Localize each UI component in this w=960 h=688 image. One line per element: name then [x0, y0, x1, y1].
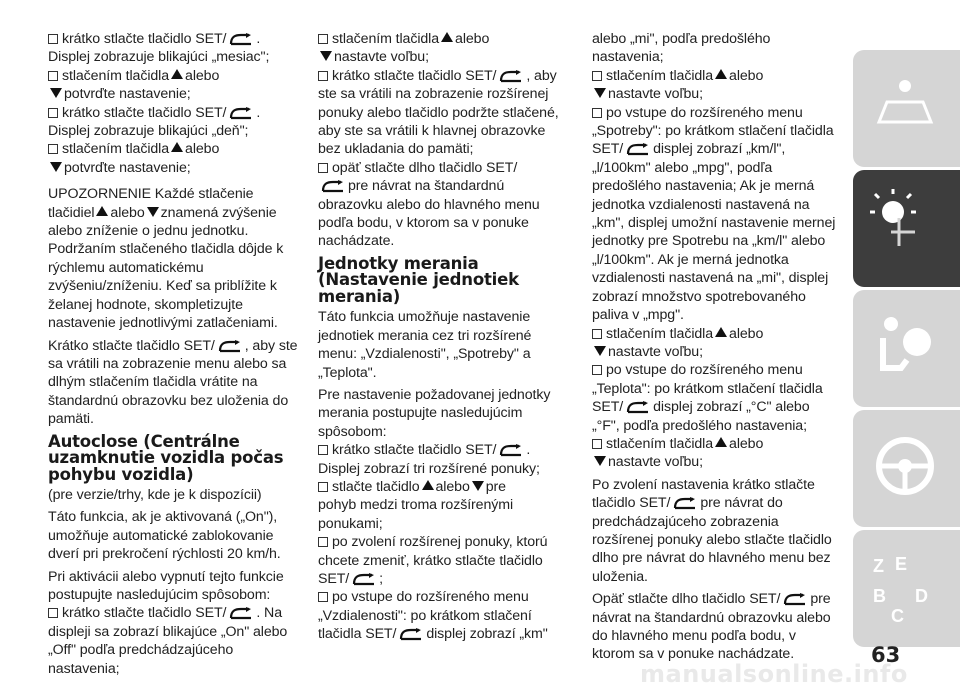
return-arrow-icon	[626, 401, 650, 414]
dashboard-warning-light-icon	[865, 182, 945, 272]
bullet-icon	[318, 537, 328, 547]
text: opäť stlačte dlho tlačidlo SET/	[332, 159, 518, 176]
text: tlačidla SET/	[318, 626, 397, 643]
bullet-icon	[592, 365, 602, 375]
up-arrow-icon	[441, 32, 453, 42]
text: nastavte voľbu;	[608, 343, 703, 360]
bullet-icon	[318, 592, 328, 602]
text: krátko stlačte tlačidlo SET/	[332, 442, 497, 459]
warning-text: UPOZORNENIE Každé stlačenie	[48, 186, 254, 203]
text: Opäť stlačte dlho tlačidlo SET/	[592, 591, 781, 608]
text: krátko stlačte tlačidlo SET/	[62, 31, 227, 47]
return-arrow-icon	[783, 593, 807, 606]
bullet-icon	[48, 144, 58, 154]
index-letters-icon	[865, 542, 945, 632]
paragraph: Táto funkcia umožňuje nastavenie jednotiek merania cez tri rozšírené menu: „Vzdialenosti", „Spotreby" a „Teplota".	[318, 309, 532, 381]
up-arrow-icon	[715, 437, 727, 447]
page-number: 63	[871, 643, 901, 667]
column-2	[318, 30, 560, 644]
text: SET/	[592, 141, 624, 158]
return-arrow-icon	[499, 444, 523, 457]
text: stlačením tlačidla	[606, 435, 714, 452]
text: stlačením tlačidla	[332, 31, 440, 47]
text: ;	[379, 571, 383, 588]
down-arrow-icon	[147, 207, 159, 217]
bullet-icon	[592, 71, 602, 81]
steering-wheel-icon	[865, 422, 945, 512]
text: stlačte tlačidlo	[332, 479, 420, 496]
text: „l/100km" alebo „mpg", podľa predošlého nastavenia; Ak je merná jednotka vzdialenosti nastavená na „km", displej umožní nastavenie mernej jednotky pre Spotrebu na „km/l" alebo „l/100km". Ak je merná jednotka vzdialenosti nastavená na „mi", displej zobrazí množstvo spotrebovaného paliva v „mpg".	[592, 159, 836, 324]
svg-text:E: E	[895, 554, 908, 574]
bullet-icon	[592, 329, 602, 339]
text: pre návrat do	[700, 495, 783, 512]
paragraph: Pre nastavenie požadovanej jednotky merania postupujte nasledujúcim spôsobom:	[318, 387, 551, 440]
return-arrow-icon	[499, 70, 523, 83]
up-arrow-icon	[715, 69, 727, 79]
tab-car-info[interactable]	[853, 50, 960, 167]
up-arrow-icon	[422, 480, 434, 490]
text: alebo „mi", podľa predošlého nastavenia;	[592, 31, 771, 66]
down-arrow-icon	[50, 88, 62, 98]
up-arrow-icon	[96, 206, 108, 216]
text: displej zobrazí „°C" alebo	[653, 399, 810, 416]
text: krátko stlačte tlačidlo SET/	[332, 67, 497, 84]
text: alebo	[729, 435, 764, 452]
down-arrow-icon	[594, 346, 606, 356]
bullet-icon	[318, 445, 328, 455]
up-arrow-icon	[171, 69, 183, 79]
bullet-icon	[318, 34, 328, 44]
text: .	[256, 104, 261, 121]
section-heading: Jednotky merania (Nastavenie jednotiek merania)	[318, 253, 519, 306]
column-3	[592, 30, 840, 664]
text: stlačením tlačidla	[62, 141, 170, 158]
text: po vstupe do rozšíreného menu	[606, 362, 803, 379]
text: návrat na štandardnú obrazovku alebo do hlavného menu podľa bodu, v ktorom sa v ponuke nachádzate.	[592, 609, 831, 663]
text: tlačidlo SET/	[592, 495, 671, 512]
down-arrow-icon	[50, 162, 62, 172]
bullet-icon	[318, 71, 328, 81]
bullet-icon	[48, 108, 58, 118]
up-arrow-icon	[715, 327, 727, 337]
text: pre	[485, 479, 506, 496]
svg-text:D: D	[915, 586, 928, 606]
text: pre návrat na štandardnú	[348, 178, 505, 195]
svg-text:C: C	[891, 606, 904, 626]
bullet-icon	[318, 482, 328, 492]
text: alebo	[455, 31, 490, 47]
text: , aby ste sa vrátili na zobrazenie menu alebo sa dlhým stlačením tlačidla vrátite na štandardnú obrazovku bez uloženia do pamäti.	[48, 337, 298, 428]
bullet-icon	[592, 108, 602, 118]
bullet-icon	[48, 34, 58, 44]
subheading: (pre verzie/trhy, kde je k dispozícii)	[48, 487, 262, 504]
text: ste sa vrátili na zobrazenie rozšírenej ponuky alebo tlačidlo podržte stlačené, aby ste sa vrátili k hlavnej obrazovke bez ukladania do pamäti;	[318, 86, 559, 158]
watermark: manualsonline.info	[640, 660, 908, 688]
paragraph: Pri aktivácii alebo vypnutí tejto funkcie postupujte nasledujúcim spôsobom:	[48, 568, 284, 604]
text: Po zvolení nastavenia krátko stlačte	[592, 476, 815, 493]
text: SET/	[318, 571, 350, 588]
text: SET/	[592, 399, 624, 416]
text: Displej zobrazuje blikajúci „deň";	[48, 123, 249, 140]
text: po zvolení rozšírenej ponuky, ktorú chcete zmeniť, krátko stlačte tlačidlo	[318, 534, 548, 569]
tab-safety[interactable]	[853, 290, 960, 407]
text: Displej zobrazuje blikajúci „mesiac";	[48, 49, 270, 66]
return-arrow-icon	[399, 628, 423, 641]
text: potvrďte nastavenie;	[64, 86, 191, 103]
return-arrow-icon	[352, 573, 376, 586]
text: alebo	[435, 479, 470, 496]
down-arrow-icon	[594, 88, 606, 98]
tab-dashboard[interactable]	[853, 170, 960, 287]
return-arrow-icon	[626, 143, 650, 156]
text: krátko stlačte tlačidlo SET/	[62, 605, 227, 622]
down-arrow-icon	[320, 51, 332, 61]
text: tlačidiel	[48, 204, 95, 221]
text: nastavte voľbu;	[334, 49, 429, 66]
text: Krátko stlačte tlačidlo SET/	[48, 337, 215, 354]
tab-maintenance[interactable]	[853, 530, 960, 647]
section-heading: Autoclose (Centrálne uzamknutie vozidla počas pohybu vozidla)	[48, 431, 284, 484]
car-info-icon	[865, 62, 945, 152]
text: znamená zvýšenie	[160, 204, 277, 221]
text: .	[256, 31, 261, 47]
bullet-icon	[592, 439, 602, 449]
text: stlačením tlačidla	[606, 325, 714, 342]
text: alebo	[729, 325, 764, 342]
text: alebo	[110, 204, 145, 221]
return-arrow-icon	[229, 607, 253, 620]
up-arrow-icon	[171, 142, 183, 152]
text: po vstupe do rozšíreného menu	[606, 104, 803, 121]
text: displeji sa zobrazí blikajúce „On" alebo „Off" podľa predchádzajúceho nastavenia;	[48, 623, 288, 677]
text: „Spotreby": po krátkom stlačení tlačidla	[592, 123, 834, 140]
return-arrow-icon	[673, 497, 697, 510]
airbag-safety-icon	[865, 302, 945, 392]
text: obrazovku alebo do hlavného menu podľa bodu, v ktorom sa v ponuke nachádzate.	[318, 196, 540, 250]
text: „Teplota": po krátkom stlačení tlačidla	[592, 380, 823, 397]
text: pohyb medzi troma rozšírenými ponukami;	[318, 497, 514, 532]
text: po vstupe do rozšíreného menu „Vzdialenosti": po krátkom stlačení	[318, 589, 532, 624]
text: alebo	[185, 141, 220, 158]
return-arrow-icon	[229, 33, 253, 46]
column-1	[48, 30, 306, 678]
warning-text: alebo zníženie o jednu jednotku. Podržaním stlačeného tlačidla dôjde k rýchlemu automatickému zvýšeniu/zníženiu. Keď sa priblížite k želanej hodnote, skompletizujte nastavenie jednotlivými zatlačeniami.	[48, 223, 284, 332]
paragraph: Táto funkcia, ak je aktivovaná („On"), umožňuje automatické zablokovanie dverí pri prekročení rýchlosti 20 km/h.	[48, 509, 281, 563]
svg-text:B: B	[873, 586, 886, 606]
svg-text:Z: Z	[873, 556, 884, 576]
text: . Na	[256, 605, 282, 622]
text: nastavte voľbu;	[608, 454, 703, 471]
text: pre	[810, 591, 831, 608]
text: predchádzajúceho zobrazenia rozšírenej ponuky alebo stlačte tlačidlo dlho pre návrat do hlavného menu bez uloženia.	[592, 513, 832, 585]
text: nastavte voľbu;	[608, 86, 703, 103]
bullet-icon	[48, 71, 58, 81]
bullet-icon	[318, 163, 328, 173]
text: stlačením tlačidla	[62, 67, 170, 84]
return-arrow-icon	[218, 340, 242, 353]
bullet-icon	[48, 608, 58, 618]
text: alebo	[729, 67, 764, 84]
text: „°F", podľa predošlého nastavenia;	[592, 417, 807, 434]
return-arrow-icon	[321, 180, 345, 193]
text: .	[526, 442, 531, 459]
text: stlačením tlačidla	[606, 67, 714, 84]
text: krátko stlačte tlačidlo SET/	[62, 104, 227, 121]
text: alebo	[185, 67, 220, 84]
down-arrow-icon	[594, 456, 606, 466]
return-arrow-icon	[229, 107, 253, 120]
text: , aby	[526, 67, 557, 84]
text: potvrďte nastavenie;	[64, 159, 191, 176]
text: displej zobrazí „km"	[426, 626, 548, 643]
down-arrow-icon	[472, 481, 484, 491]
text: displej zobrazí „km/l",	[653, 141, 786, 158]
text: Displej zobrazí tri rozšírené ponuky;	[318, 460, 540, 477]
tab-driving[interactable]	[853, 410, 960, 527]
